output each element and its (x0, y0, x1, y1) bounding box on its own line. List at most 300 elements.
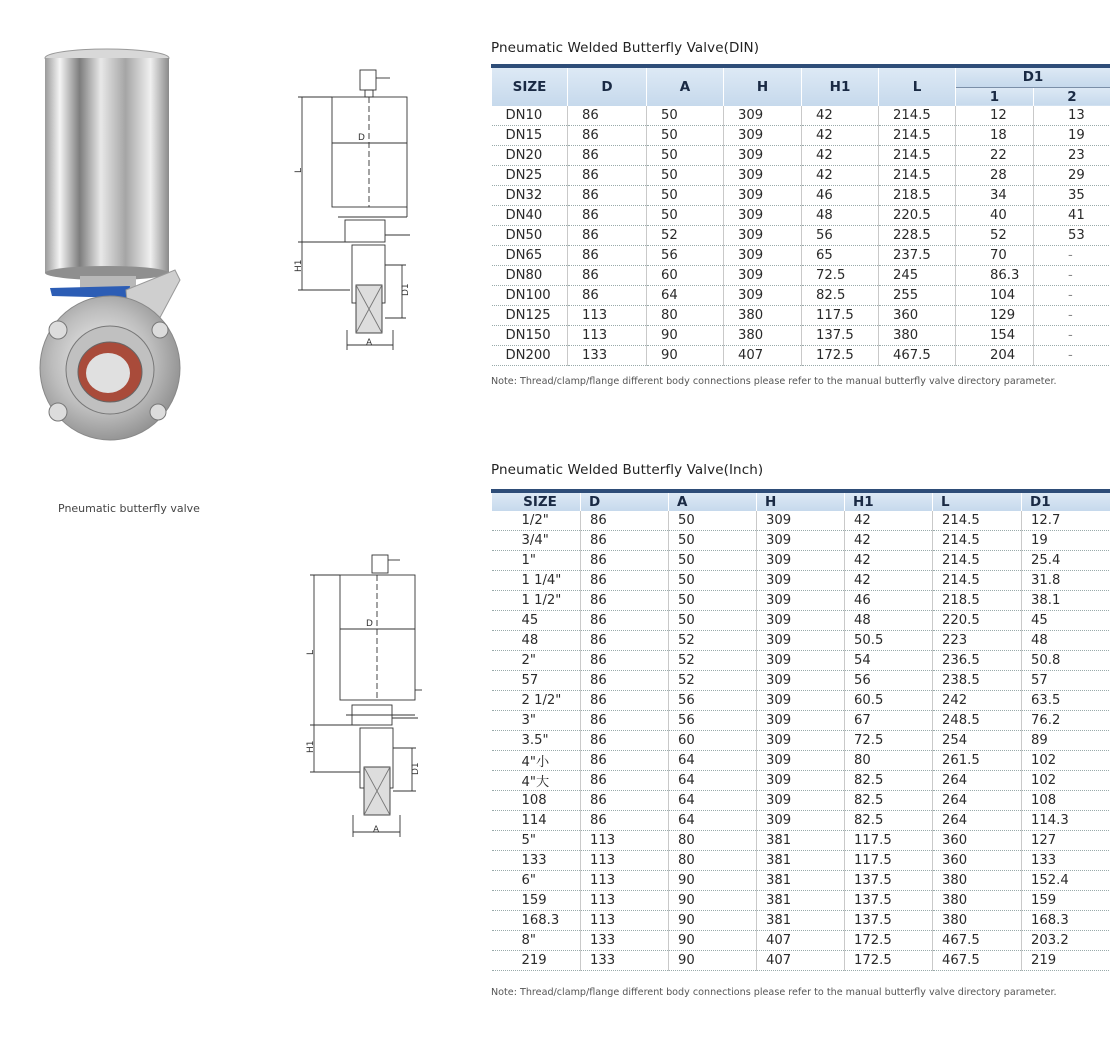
table-cell: 113 (581, 851, 669, 871)
table-cell: 41 (1034, 206, 1110, 226)
table-cell: 50 (669, 591, 757, 611)
table-cell: 80 (647, 306, 724, 326)
table-cell: 52 (669, 671, 757, 691)
table-cell: 117.5 (845, 831, 933, 851)
inch-table-title: Pneumatic Welded Butterfly Valve(Inch) (491, 462, 764, 478)
table-cell: 159 (1022, 891, 1110, 911)
table-cell: 309 (724, 186, 802, 206)
table-row (492, 811, 1110, 831)
table-cell: 214.5 (879, 166, 956, 186)
inch-header-cell: H (757, 493, 845, 511)
table-row (492, 306, 1110, 326)
table-cell: 4"小 (492, 751, 581, 771)
table-cell: 50 (669, 571, 757, 591)
table-cell: 86 (581, 591, 669, 611)
table-cell: 214.5 (879, 106, 956, 126)
table-cell: DN10 (492, 106, 568, 126)
table-cell: 50 (647, 206, 724, 226)
din-header-l: L (879, 68, 956, 106)
table-cell: 309 (724, 286, 802, 306)
table-cell: 152.4 (1022, 871, 1110, 891)
table-row (492, 931, 1110, 951)
table-cell: 309 (757, 731, 845, 751)
table-cell: 56 (669, 691, 757, 711)
table-cell: 238.5 (933, 671, 1022, 691)
table-row (492, 671, 1110, 691)
label-d: D (358, 133, 365, 143)
table-cell: 86 (581, 511, 669, 531)
table-cell: 407 (757, 931, 845, 951)
table-cell: 56 (647, 246, 724, 266)
table-cell: DN80 (492, 266, 568, 286)
table-cell: 242 (933, 691, 1022, 711)
table-cell: DN32 (492, 186, 568, 206)
table-cell: 6" (492, 871, 581, 891)
table-cell: 219 (492, 951, 581, 971)
table-row (492, 571, 1110, 591)
table-cell: DN15 (492, 126, 568, 146)
table-row (492, 326, 1110, 346)
table-cell: 309 (724, 266, 802, 286)
din-header-d1-2: 2 (1034, 87, 1110, 106)
table-cell: 218.5 (879, 186, 956, 206)
table-cell: 82.5 (802, 286, 879, 306)
table-cell: 50 (669, 511, 757, 531)
din-header-a: A (647, 68, 724, 106)
table-row (492, 246, 1110, 266)
table-cell: 72.5 (845, 731, 933, 751)
table-cell: 309 (724, 206, 802, 226)
table-cell: 248.5 (933, 711, 1022, 731)
table-cell: - (1034, 326, 1110, 346)
table-cell: 65 (802, 246, 879, 266)
din-note: Note: Thread/clamp/flange different body connections please refer to the manual butterfly valve directory parameter. (491, 376, 1057, 387)
table-cell: DN100 (492, 286, 568, 306)
table-cell: 90 (669, 951, 757, 971)
table-cell: 19 (1034, 126, 1110, 146)
table-cell: 86 (581, 571, 669, 591)
table-cell: 42 (845, 551, 933, 571)
table-row (492, 591, 1110, 611)
table-cell: 3/4" (492, 531, 581, 551)
table-cell: 86 (568, 226, 647, 246)
label-l: L (294, 167, 304, 173)
table-cell: 45 (1022, 611, 1110, 631)
table-cell: 380 (724, 326, 802, 346)
table-cell: 46 (845, 591, 933, 611)
table-cell: 34 (956, 186, 1034, 206)
table-cell: 218.5 (933, 591, 1022, 611)
table-cell: 72.5 (802, 266, 879, 286)
inch-header-cell: D (581, 493, 669, 511)
table-row (492, 551, 1110, 571)
table-cell: 381 (757, 871, 845, 891)
inch-header-cell: A (669, 493, 757, 511)
table-cell: 86 (581, 551, 669, 571)
table-cell: 12.7 (1022, 511, 1110, 531)
table-cell: 237.5 (879, 246, 956, 266)
table-cell: 50 (647, 146, 724, 166)
table-cell: 127 (1022, 831, 1110, 851)
table-cell: 56 (669, 711, 757, 731)
table-cell: 309 (724, 226, 802, 246)
table-cell: 467.5 (933, 931, 1022, 951)
table-cell: - (1034, 306, 1110, 326)
table-cell: 86 (581, 631, 669, 651)
table-cell: 86 (581, 731, 669, 751)
table-cell: 102 (1022, 771, 1110, 791)
table-cell: 380 (879, 326, 956, 346)
table-cell: 154 (956, 326, 1034, 346)
din-header-h: H (724, 68, 802, 106)
table-cell: 90 (669, 891, 757, 911)
table-cell: 133 (492, 851, 581, 871)
table-cell: 467.5 (933, 951, 1022, 971)
table-cell: 309 (757, 551, 845, 571)
table-cell: 172.5 (845, 931, 933, 951)
table-cell: 2" (492, 651, 581, 671)
table-cell: 42 (802, 146, 879, 166)
table-row (492, 911, 1110, 931)
label-h1: H1 (294, 259, 304, 272)
table-cell: 3.5" (492, 731, 581, 751)
table-cell: 129 (956, 306, 1034, 326)
table-cell: 80 (845, 751, 933, 771)
table-cell: 86 (581, 811, 669, 831)
table-cell: 86.3 (956, 266, 1034, 286)
table-cell: 52 (669, 651, 757, 671)
label-d1: D1 (411, 762, 421, 775)
table-cell: 381 (757, 911, 845, 931)
table-row (492, 711, 1110, 731)
photo-caption: Pneumatic butterfly valve (58, 502, 200, 515)
table-cell: 90 (647, 346, 724, 366)
table-cell: 3" (492, 711, 581, 731)
din-table (491, 64, 1110, 366)
table-cell: 113 (581, 871, 669, 891)
label-a: A (366, 338, 373, 348)
table-cell: 236.5 (933, 651, 1022, 671)
table-cell: 4"大 (492, 771, 581, 791)
table-cell: 86 (568, 166, 647, 186)
inch-header-cell: D1 (1022, 493, 1110, 511)
table-cell: 50 (647, 186, 724, 206)
table-cell: 86 (568, 286, 647, 306)
table-cell: 220.5 (879, 206, 956, 226)
table-cell: 86 (581, 651, 669, 671)
table-row (492, 511, 1110, 531)
table-cell: 360 (933, 851, 1022, 871)
table-cell: 86 (581, 771, 669, 791)
table-cell: 80 (669, 831, 757, 851)
table-cell: 214.5 (879, 126, 956, 146)
table-cell: DN25 (492, 166, 568, 186)
table-cell: 90 (669, 911, 757, 931)
table-cell: 38.1 (1022, 591, 1110, 611)
table-cell: 56 (845, 671, 933, 691)
table-cell: 48 (1022, 631, 1110, 651)
table-cell: 309 (757, 651, 845, 671)
table-cell: 137.5 (802, 326, 879, 346)
table-cell: 228.5 (879, 226, 956, 246)
inch-header-cell: H1 (845, 493, 933, 511)
table-cell: 60 (669, 731, 757, 751)
din-header-d: D (568, 68, 647, 106)
table-row (492, 751, 1110, 771)
table-cell: 31.8 (1022, 571, 1110, 591)
table-cell: 137.5 (845, 911, 933, 931)
table-cell: 309 (757, 671, 845, 691)
table-cell: 360 (933, 831, 1022, 851)
table-cell: 50.8 (1022, 651, 1110, 671)
table-cell: 309 (757, 791, 845, 811)
table-cell: 86 (581, 691, 669, 711)
table-cell: 309 (724, 146, 802, 166)
table-cell: 1 1/2" (492, 591, 581, 611)
table-cell: 86 (568, 106, 647, 126)
table-cell: 56 (802, 226, 879, 246)
table-cell: 48 (802, 206, 879, 226)
table-cell: 133 (581, 931, 669, 951)
table-cell: 90 (669, 931, 757, 951)
table-cell: 45 (492, 611, 581, 631)
table-row (492, 166, 1110, 186)
table-cell: 64 (669, 751, 757, 771)
table-cell: 50.5 (845, 631, 933, 651)
table-cell: 309 (757, 511, 845, 531)
table-cell: 52 (956, 226, 1034, 246)
table-cell: 22 (956, 146, 1034, 166)
table-cell: 219 (1022, 951, 1110, 971)
table-cell: 86 (568, 246, 647, 266)
label-a: A (373, 825, 380, 835)
table-cell: 86 (581, 751, 669, 771)
table-cell: 113 (581, 831, 669, 851)
table-cell: 5" (492, 831, 581, 851)
table-row (492, 611, 1110, 631)
table-cell: - (1034, 346, 1110, 366)
table-cell: 264 (933, 811, 1022, 831)
table-cell: 255 (879, 286, 956, 306)
inch-dimension-drawing (300, 545, 430, 845)
table-cell: 309 (757, 811, 845, 831)
table-cell: 381 (757, 831, 845, 851)
table-cell: 86 (568, 126, 647, 146)
table-cell: 172.5 (845, 951, 933, 971)
table-cell: 214.5 (933, 551, 1022, 571)
table-cell: 50 (669, 531, 757, 551)
table-row (492, 831, 1110, 851)
table-cell: 13 (1034, 106, 1110, 126)
table-cell: 86 (581, 531, 669, 551)
table-cell: 102 (1022, 751, 1110, 771)
table-cell: 117.5 (802, 306, 879, 326)
table-cell: 309 (724, 246, 802, 266)
table-cell: 133 (568, 346, 647, 366)
table-cell: 309 (724, 106, 802, 126)
inch-table (491, 489, 1110, 971)
table-cell: 214.5 (933, 511, 1022, 531)
table-cell: 86 (581, 711, 669, 731)
table-cell: DN200 (492, 346, 568, 366)
table-cell: 64 (669, 811, 757, 831)
table-cell: 1 1/4" (492, 571, 581, 591)
table-cell: DN40 (492, 206, 568, 226)
table-row (492, 206, 1110, 226)
table-cell: 50 (647, 106, 724, 126)
table-cell: 42 (845, 511, 933, 531)
table-row (492, 951, 1110, 971)
table-cell: 1/2" (492, 511, 581, 531)
table-cell: 309 (724, 126, 802, 146)
table-cell: 12 (956, 106, 1034, 126)
label-h1: H1 (306, 740, 316, 753)
table-row (492, 146, 1110, 166)
table-cell: - (1034, 266, 1110, 286)
label-d: D (366, 619, 373, 629)
table-row (492, 651, 1110, 671)
table-cell: 42 (802, 106, 879, 126)
table-cell: 42 (845, 531, 933, 551)
table-cell: 86 (568, 186, 647, 206)
table-cell: 40 (956, 206, 1034, 226)
table-cell: 86 (581, 671, 669, 691)
table-cell: 50 (669, 611, 757, 631)
table-row (492, 106, 1110, 126)
table-cell: 214.5 (933, 571, 1022, 591)
table-cell: 261.5 (933, 751, 1022, 771)
table-cell: 80 (669, 851, 757, 871)
table-cell: 113 (581, 911, 669, 931)
table-cell: 90 (647, 326, 724, 346)
table-cell: 309 (757, 571, 845, 591)
table-cell: 42 (802, 166, 879, 186)
table-cell: 28 (956, 166, 1034, 186)
din-header-d1: D1 (956, 68, 1110, 87)
table-cell: 117.5 (845, 851, 933, 871)
table-cell: 309 (757, 711, 845, 731)
table-cell: 254 (933, 731, 1022, 751)
table-cell: DN125 (492, 306, 568, 326)
table-cell: 467.5 (879, 346, 956, 366)
table-cell: 50 (647, 126, 724, 146)
table-cell: DN50 (492, 226, 568, 246)
table-row (492, 266, 1110, 286)
din-table-title: Pneumatic Welded Butterfly Valve(DIN) (491, 40, 760, 56)
table-cell: 114 (492, 811, 581, 831)
table-cell: 223 (933, 631, 1022, 651)
table-cell: 86 (568, 266, 647, 286)
table-cell: 309 (757, 751, 845, 771)
table-cell: 60.5 (845, 691, 933, 711)
table-cell: DN20 (492, 146, 568, 166)
table-cell: 8" (492, 931, 581, 951)
table-cell: 360 (879, 306, 956, 326)
table-cell: 309 (757, 771, 845, 791)
table-cell: 168.3 (1022, 911, 1110, 931)
table-cell: 137.5 (845, 871, 933, 891)
table-cell: 113 (568, 326, 647, 346)
table-cell: 54 (845, 651, 933, 671)
table-cell: 57 (1022, 671, 1110, 691)
din-header-size: SIZE (492, 68, 568, 106)
table-cell: 57 (492, 671, 581, 691)
table-cell: 220.5 (933, 611, 1022, 631)
table-cell: 264 (933, 771, 1022, 791)
table-cell: 104 (956, 286, 1034, 306)
table-cell: 407 (724, 346, 802, 366)
table-cell: 245 (879, 266, 956, 286)
table-cell: 25.4 (1022, 551, 1110, 571)
table-row (492, 286, 1110, 306)
table-cell: 133 (581, 951, 669, 971)
table-cell: 64 (669, 771, 757, 791)
table-cell: 52 (669, 631, 757, 651)
table-cell: 380 (933, 871, 1022, 891)
table-cell: 86 (568, 206, 647, 226)
table-cell: 108 (1022, 791, 1110, 811)
table-row (492, 126, 1110, 146)
table-cell: 133 (1022, 851, 1110, 871)
table-cell: 309 (757, 631, 845, 651)
table-row (492, 871, 1110, 891)
din-header-h1: H1 (802, 68, 879, 106)
table-cell: 82.5 (845, 791, 933, 811)
table-cell: 204 (956, 346, 1034, 366)
table-cell: 309 (757, 691, 845, 711)
din-header-d1-1: 1 (956, 87, 1034, 106)
table-row (492, 226, 1110, 246)
table-cell: 63.5 (1022, 691, 1110, 711)
table-cell: 29 (1034, 166, 1110, 186)
table-cell: 214.5 (933, 531, 1022, 551)
table-cell: 70 (956, 246, 1034, 266)
table-cell: 50 (647, 166, 724, 186)
table-cell: 137.5 (845, 891, 933, 911)
table-cell: 113 (581, 891, 669, 911)
table-cell: 53 (1034, 226, 1110, 246)
table-cell: 407 (757, 951, 845, 971)
table-cell: 48 (492, 631, 581, 651)
table-cell: 35 (1034, 186, 1110, 206)
table-cell: 52 (647, 226, 724, 246)
table-cell: 82.5 (845, 771, 933, 791)
inch-header-cell: SIZE (492, 493, 581, 511)
table-cell: 86 (581, 611, 669, 631)
table-cell: 19 (1022, 531, 1110, 551)
table-row (492, 771, 1110, 791)
table-cell: DN150 (492, 326, 568, 346)
table-row (492, 346, 1110, 366)
table-cell: 42 (845, 571, 933, 591)
table-cell: 46 (802, 186, 879, 206)
inch-header-cell: L (933, 493, 1022, 511)
table-row (492, 531, 1110, 551)
table-cell: 380 (933, 911, 1022, 931)
table-row (492, 731, 1110, 751)
table-cell: 86 (581, 791, 669, 811)
table-cell: 108 (492, 791, 581, 811)
table-cell: 380 (933, 891, 1022, 911)
table-cell: 380 (724, 306, 802, 326)
table-cell: - (1034, 246, 1110, 266)
table-cell: 60 (647, 266, 724, 286)
table-cell: 381 (757, 891, 845, 911)
table-cell: 1" (492, 551, 581, 571)
table-row (492, 791, 1110, 811)
table-row (492, 891, 1110, 911)
table-cell: 2 1/2" (492, 691, 581, 711)
